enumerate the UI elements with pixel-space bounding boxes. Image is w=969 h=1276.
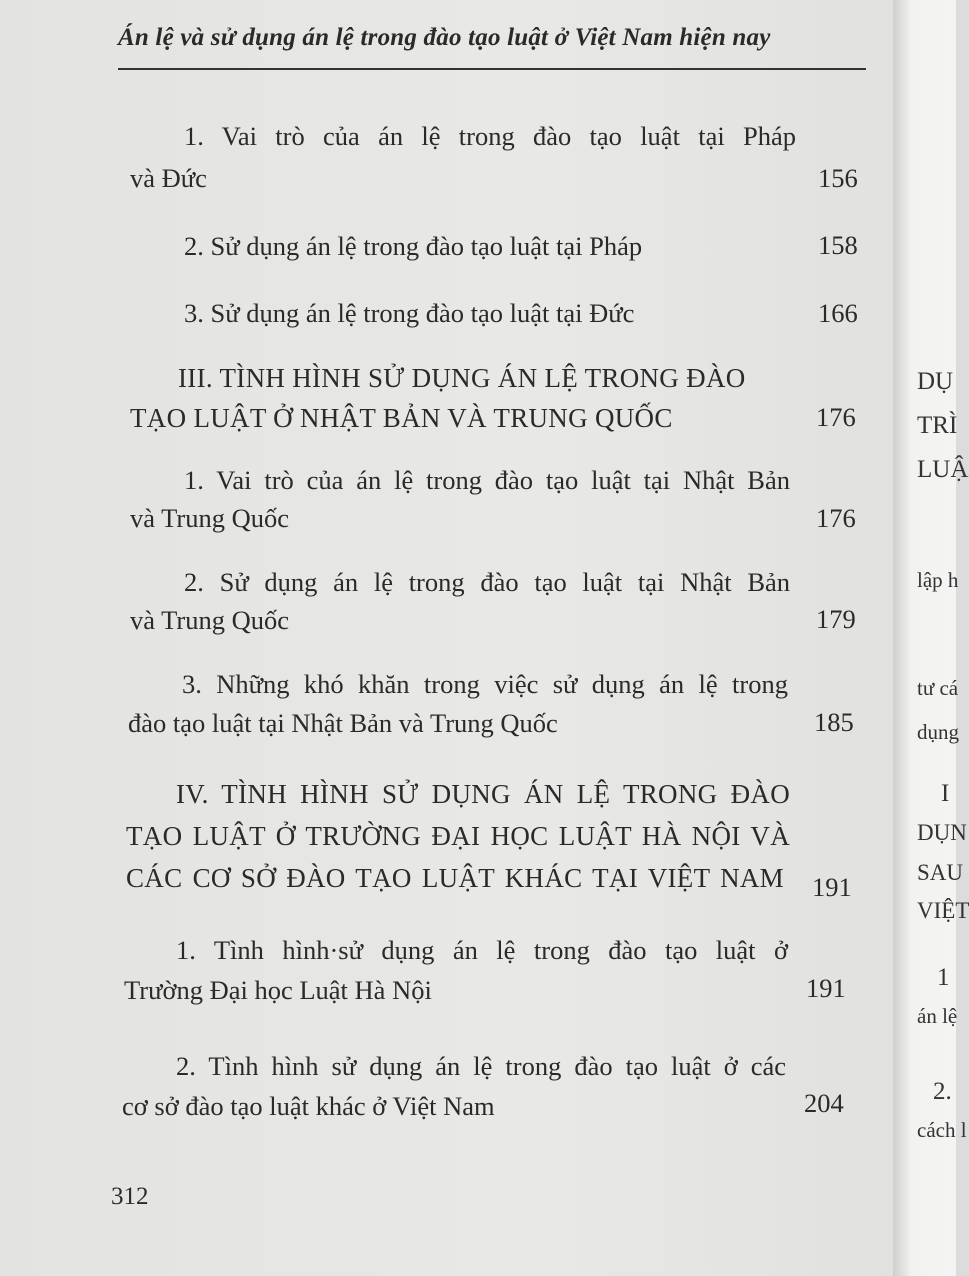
toc-section-line: TẠO LUẬT Ở TRƯỜNG ĐẠI HỌC LUẬT HÀ NỘI VÀ (126, 821, 790, 851)
right-page-fragment: LUẬ (917, 456, 969, 483)
toc-section-heading-cont (126, 858, 784, 898)
toc-entry-cont (122, 1086, 495, 1126)
toc-entry-line2: cơ sở đào tạo luật khác ở Việt Nam (122, 1091, 495, 1121)
right-page-fragment: tư cá (917, 676, 959, 700)
toc-entry-line1: 2. Tình hình sử dụng án lệ trong đào tạo luật ở các (176, 1051, 786, 1081)
right-page-fragment: VIỆT (917, 898, 969, 923)
toc-page-number: 179 (816, 604, 856, 634)
toc-entry (176, 1046, 786, 1086)
toc-entry-cont (130, 498, 289, 538)
toc-entry (182, 664, 788, 704)
page-folio-number: 312 (111, 1183, 149, 1210)
toc-page-number: 176 (816, 503, 856, 533)
toc-section-heading-cont (130, 398, 673, 438)
toc-section-line: CÁC CƠ SỞ ĐÀO TẠO LUẬT KHÁC TẠI VIỆT NAM (126, 863, 784, 893)
right-page-fragment: I (941, 780, 950, 807)
toc-entry (184, 116, 796, 156)
right-page-fragment: dụng (917, 720, 959, 744)
right-page-fragment: cách l (917, 1118, 967, 1142)
toc-entry-cont (128, 703, 558, 743)
right-page-fragment: TRÌ (917, 412, 958, 439)
toc-entry (176, 930, 788, 970)
toc-entry-cont (130, 600, 289, 640)
toc-page-number: 204 (804, 1088, 844, 1118)
toc-entry-line1: 1. Vai trò của án lệ trong đào tạo luật tại Nhật Bản (184, 465, 790, 495)
running-header-title: Án lệ và sử dụng án lệ trong đào tạo luật ở Việt Nam hiện nay (118, 24, 771, 51)
toc-entry (184, 562, 790, 602)
toc-page-number: 176 (816, 402, 856, 432)
toc-entry (184, 293, 634, 333)
toc-entry-line2: đào tạo luật tại Nhật Bản và Trung Quốc (128, 708, 558, 738)
toc-page-number: 185 (814, 707, 854, 737)
toc-entry-line1: 3. Những khó khăn trong việc sử dụng án lệ trong (182, 669, 788, 699)
toc-entry-line2: Trường Đại học Luật Hà Nội (124, 975, 432, 1005)
book-page-right-edge (893, 0, 969, 1276)
right-page-fragment: DỤ (917, 368, 954, 395)
right-page-fragment: 1 (937, 964, 950, 991)
right-page-fragment: án lệ (917, 1004, 958, 1028)
toc-section-line: TẠO LUẬT Ở NHẬT BẢN VÀ TRUNG QUỐC (130, 403, 673, 433)
toc-page-number: 166 (818, 298, 858, 328)
toc-section-line: IV. TÌNH HÌNH SỬ DỤNG ÁN LỆ TRONG ĐÀO (176, 779, 790, 809)
toc-entry-line1: 3. Sử dụng án lệ trong đào tạo luật tại Đức (184, 298, 635, 328)
toc-page-number: 191 (812, 872, 852, 902)
toc-entry-line2: và Trung Quốc (130, 605, 290, 635)
right-page-fragment: 2. (933, 1078, 952, 1105)
toc-entry-cont (130, 158, 207, 198)
toc-entry-line1: 1. Vai trò của án lệ trong đào tạo luật tại Pháp (184, 121, 796, 151)
toc-section-heading-cont (126, 816, 790, 856)
toc-page-number: 191 (806, 973, 846, 1003)
toc-page-number: 158 (818, 230, 858, 260)
toc-section-heading (176, 774, 790, 814)
toc-section-heading (178, 358, 793, 398)
toc-entry (184, 460, 790, 500)
header-rule (118, 68, 866, 70)
toc-page-number: 156 (818, 163, 858, 193)
toc-entry-cont (124, 970, 432, 1010)
toc-section-line: III. TÌNH HÌNH SỬ DỤNG ÁN LỆ TRONG ĐÀO (178, 363, 746, 393)
toc-entry-line1: 2. Sử dụng án lệ trong đào tạo luật tại Pháp (184, 231, 643, 261)
right-page-fragment: DỤN (917, 820, 967, 845)
toc-entry-line1: 1. Tình hình·sử dụng án lệ trong đào tạo luật ở (176, 935, 788, 965)
toc-entry (184, 226, 642, 266)
toc-entry-line2: và Trung Quốc (130, 503, 290, 533)
toc-entry-line2: và Đức (130, 163, 207, 193)
right-page-fragment: lập h (917, 568, 959, 592)
toc-entry-line1: 2. Sử dụng án lệ trong đào tạo luật tại Nhật Bản (184, 567, 790, 597)
right-page-fragment: SAU (917, 860, 964, 885)
